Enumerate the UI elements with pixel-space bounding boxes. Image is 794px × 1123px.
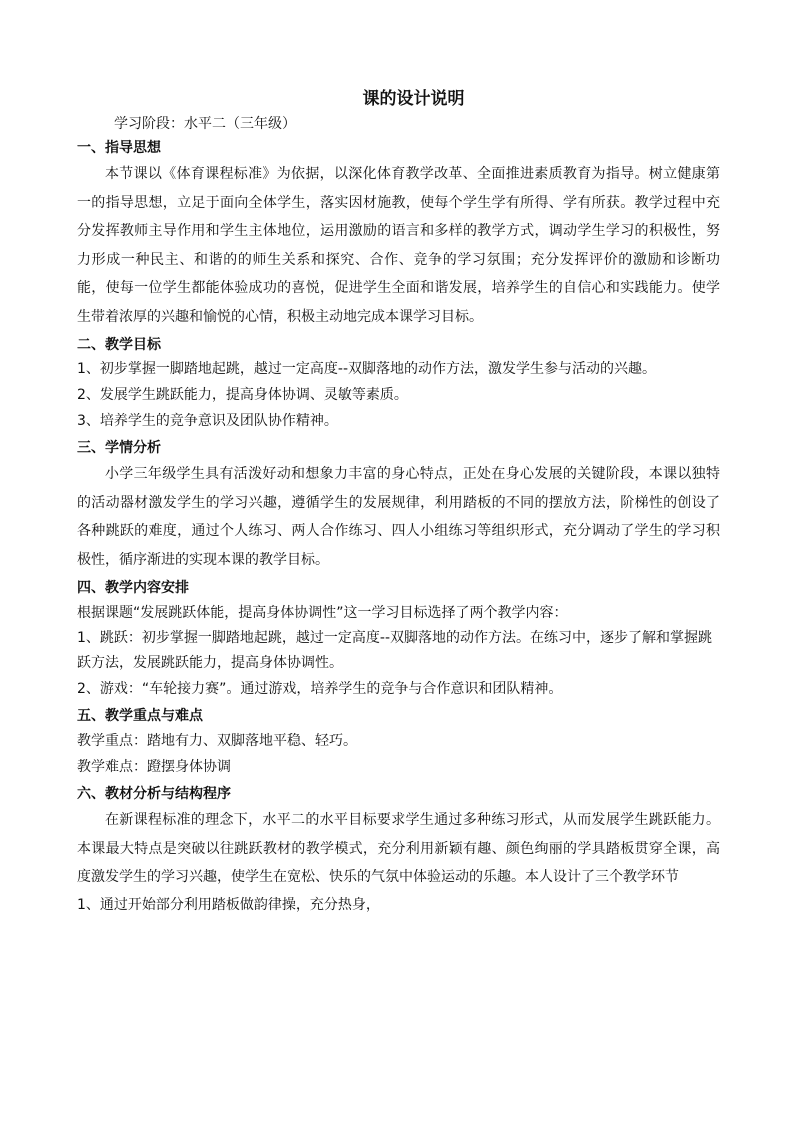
goal-item-2: 2、发展学生跳跃能力，提高身体协调、灵敏等素质。 (77, 387, 408, 403)
section-heading-content-arrangement: 四、教学内容安排 (77, 580, 189, 596)
content-intro: 根据课题“发展跳跃体能，提高身体协调性”这一学习目标选择了两个教学内容： (77, 605, 568, 621)
structure-item-1: 1、通过开始部分利用踏板做韵律操，充分热身， (77, 896, 380, 913)
learning-stage: 学习阶段：水平二（三年级） (114, 116, 296, 132)
section-heading-learner-analysis: 三、学情分析 (77, 440, 161, 456)
section-heading-teaching-goals: 二、教学目标 (77, 337, 161, 353)
section-text-learner-analysis: 小学三年级学生具有活泼好动和想象力丰富的身心特点，正处在身心发展的关键阶段，本课以独特的活动器材激发学生的学习兴趣，遵循学生的发展规律，利用踏板的不同的摆放方法，阶梯性的创设了各种跳跃的难度，通过个人练习、两人合作练习、四人小组练习等组织形式，充分调动了学生的学习积极性，循序渐进的实现本课的教学目标。 (77, 466, 720, 568)
section-heading-guiding-thought: 一、指导思想 (77, 140, 161, 156)
section-text-guiding-thought: 本节课以《体育课程标准》为依据，以深化体育教学改革、全面推进素质教育为指导。树立健康第一的指导思想，立足于面向全体学生，落实因材施教，使每个学生学有所得、学有所获。教学过程中充分发挥教师主导作用和学生主体地位，运用激励的语言和多样的教学方式，调动学生学习的积极性，努力形成一种民主、和谐的的师生关系和探究、合作、竞争的学习氛围；充分发挥评价的激励和诊断功能，使每一位学生都能体验成功的喜悦，促进学生全面和谐发展，培养学生的自信心和实践能力。使学生带着浓厚的兴趣和愉悦的心情，积极主动地完成本课学习目标。 (77, 166, 720, 325)
goal-item-1: 1、初步掌握一脚踏地起跳，越过一定高度--双脚落地的动作方法，激发学生参与活动的兴趣。 (77, 361, 657, 377)
document-title: 课的设计说明 (362, 89, 465, 109)
document-page (77, 86, 720, 918)
content-item-1: 1、跳跃：初步掌握一脚踏地起跳，越过一定高度--双脚落地的动作方法。在练习中，逐步了解和掌握跳跃方法，发展跳跃能力，提高身体协调性。 (77, 630, 713, 671)
teaching-key-point: 教学重点：踏地有力、双脚落地平稳、轻巧。 (77, 733, 357, 749)
teaching-difficulty: 教学难点：蹬摆身体协调 (77, 759, 231, 775)
section-heading-key-points: 五、教学重点与难点 (77, 708, 203, 724)
goal-item-3: 3、培养学生的竞争意识及团队协作精神。 (77, 413, 338, 429)
content-item-2: 2、游戏：“车轮接力赛”。通过游戏，培养学生的竞争与合作意识和团队精神。 (77, 681, 563, 697)
section-text-material-analysis: 在新课程标准的理念下，水平二的水平目标要求学生通过多种练习形式，从而发展学生跳跃能力。本课最大特点是突破以往跳跃教材的教学模式，充分利用新颖有趣、颜色绚丽的学具踏板贯穿全课，高度激发学生的学习兴趣，使学生在宽松、快乐的气氛中体验运动的乐趣。本人设计了三个教学环节 (77, 812, 720, 885)
section-heading-material-analysis: 六、教材分析与结构程序 (77, 786, 231, 802)
